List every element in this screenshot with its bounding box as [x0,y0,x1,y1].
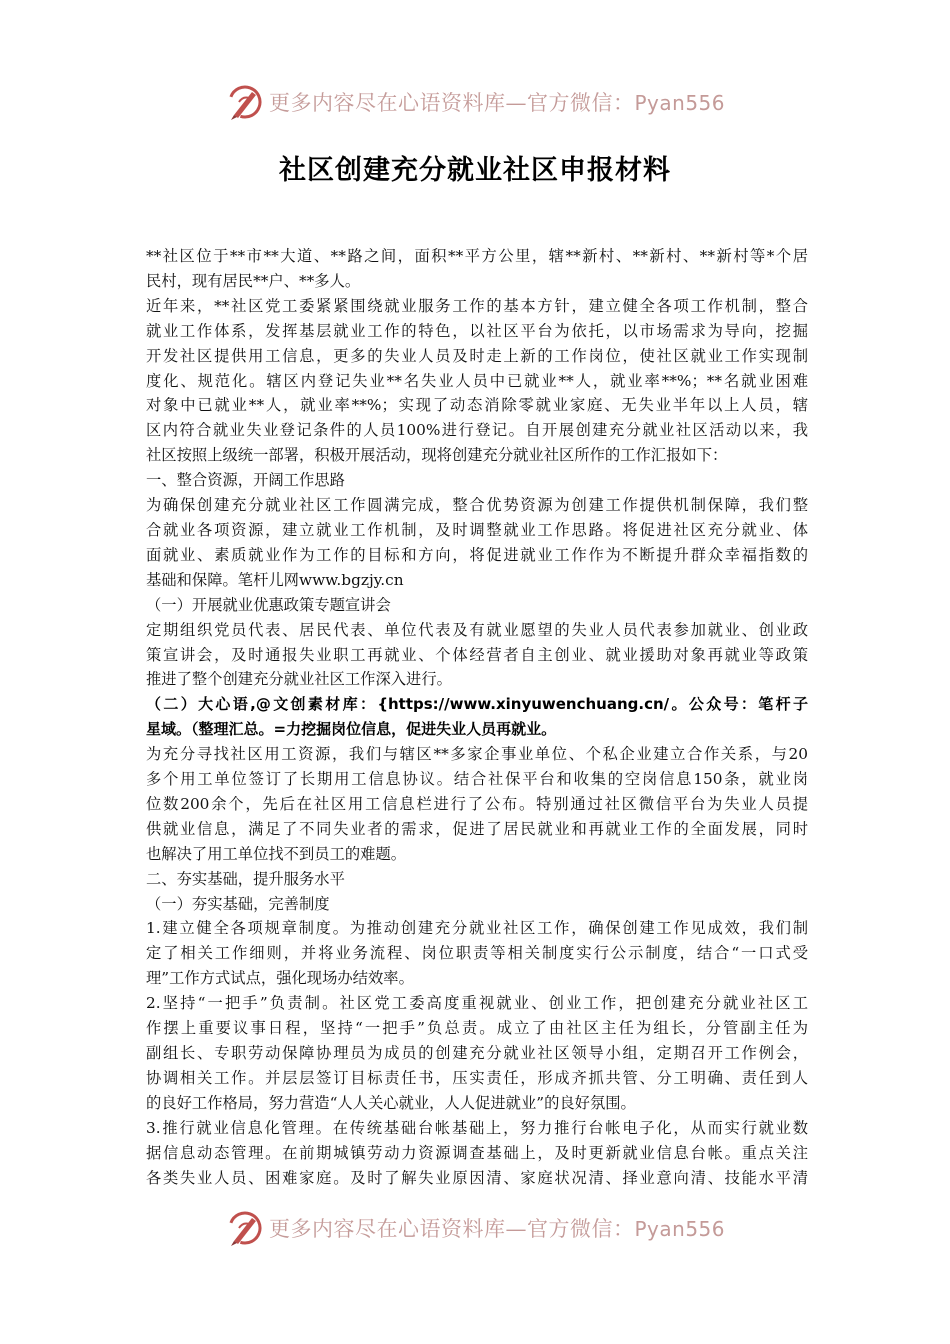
body-line: 社区按照上级统一部署，积极开展活动，现将创建充分就业社区所作的工作汇报如下： [146,446,728,465]
body-line: 开发社区提供用工信息，更多的失业人员及时走上新的工作岗位，使社区就业工作实现制 [146,346,808,365]
watermark-text: 更多内容尽在心语资料库—官方微信：Pyan556 [268,1217,725,1241]
watermark-text: 更多内容尽在心语资料库—官方微信：Pyan556 [268,91,725,115]
body-line: 星域。（整理汇总。=力挖掘岗位信息，促进失业人员再就业。 [146,720,557,739]
body-line: 3.推行就业信息化管理。在传统基础台帐基础上，努力推行台帐电子化，从而实行就业数 [146,1118,808,1137]
body-line: （一）夯实基础，完善制度 [146,894,330,913]
body-line: 1.建立健全各项规章制度。为推动创建充分就业社区工作，确保创建工作见成效，我们制 [146,919,808,938]
body-line: 理”工作方式试点，强化现场办结效率。 [146,969,414,988]
body-line: **社区位于**市**大道、**路之间，面积**平方公里，辖**新村、**新村、**新村等*个居 [146,247,808,265]
body-line: 为确保创建充分就业社区工作圆满完成，整合优势资源为创建工作提供机制保障，我们整 [146,496,808,515]
watermark-handle: Pyan556 [634,91,725,115]
body-line: 民村，现有居民**户、**多人。 [146,271,361,290]
body-line: 近年来，**社区党工委紧紧围绕就业服务工作的基本方针，建立健全各项工作机制，整合 [146,296,808,315]
body-line: 副组长、专职劳动保障协理员为成员的创建充分就业社区领导小组，定期召开工作例会， [146,1044,808,1062]
body-line: 2.坚持“一把手”负责制。社区党工委高度重视就业、创业工作，把创建充分就业社区工 [146,994,808,1013]
body-line: 位数200余个，先后在社区用工信息栏进行了公布。特别通过社区微信平台为失业人员提 [146,794,808,813]
body-line: 推进了整个创建充分就业社区工作深入进行。 [146,670,452,689]
body-line: 各类失业人员、困难家庭。及时了解失业原因清、家庭状况清、择业意向清、技能水平清 [146,1168,808,1187]
body-line: 就业工作体系，发挥基层就业工作的特色，以社区平台为依托，以市场需求为导向，挖掘 [146,321,808,340]
body-line: 一、整合资源，开阔工作思路 [146,471,345,490]
body-line: 策宣讲会，及时通报失业职工再就业、个体经营者自主创业、就业援助对象再就业等政策 [146,645,808,664]
body-line: 面就业、素质就业作为工作的目标和方向，将促进就业工作作为不断提升群众幸福指数的 [146,545,808,564]
body-line: 定期组织党员代表、居民代表、单位代表及有就业愿望的失业人员代表参加就业、创业政 [146,620,808,639]
watermark-banner-top [0,82,950,122]
body-line: 协调相关工作。并层层签订目标责任书，压实责任，形成齐抓共管、分工明确、责任到人 [146,1068,808,1087]
body-line: 作摆上重要议事日程，坚持“一把手”负总责。成立了由社区主任为组长，分管副主任为 [146,1019,808,1038]
body-line: 定了相关工作细则，并将业务流程、岗位职责等相关制度实行公示制度，结合“一口式受 [146,944,808,963]
body-line: 多个用工单位签订了长期用工信息协议。结合社保平台和收集的空岗信息150条，就业岗 [146,770,808,789]
pen-logo-icon [225,82,265,122]
body-line: 二、夯实基础，提升服务水平 [146,869,345,888]
body-line: 度化、规范化。辖区内登记失业**名失业人员中已就业**人，就业率**%；**名就业困难 [146,371,808,390]
body-line: （一）开展就业优惠政策专题宣讲会 [146,595,391,614]
body-line: 合就业各项资源，建立就业工作机制，及时调整就业工作思路。将促进社区充分就业、体 [146,520,808,539]
body-line: 基础和保障。笔杆儿网www.bgzjy.cn [146,570,404,589]
watermark-handle: Pyan556 [634,1217,725,1241]
body-line: 区内符合就业失业登记条件的人员100%进行登记。自开展创建充分就业社区活动以来，我 [146,421,808,440]
body-line: （二）大心语,@文创素材库：{https://www.xinyuwenchuang.cn/。公众号：笔杆子 [146,695,808,714]
body-line: 也解决了用工单位找不到员工的难题。 [146,844,407,863]
body-line: 为充分寻找社区用工资源，我们与辖区**多家企事业单位、个私企业建立合作关系，与20 [146,745,808,764]
body-line: 的良好工作格局，努力营造“人人关心就业，人人促进就业”的良好氛围。 [146,1093,636,1112]
watermark-banner-bottom [0,1208,950,1248]
body-line: 供就业信息，满足了不同失业者的需求，促进了居民就业和再就业工作的全面发展，同时 [146,819,808,838]
body-line: 据信息动态管理。在前期城镇劳动力资源调查基础上，及时更新就业信息台帐。重点关注 [146,1143,808,1162]
document-title: 社区创建充分就业社区申报材料 [279,155,671,186]
body-line: 对象中已就业**人，就业率**%；实现了动态消除零就业家庭、无失业半年以上人员，辖 [146,396,808,415]
document-body [146,244,808,1190]
pen-logo-icon [225,1208,265,1248]
